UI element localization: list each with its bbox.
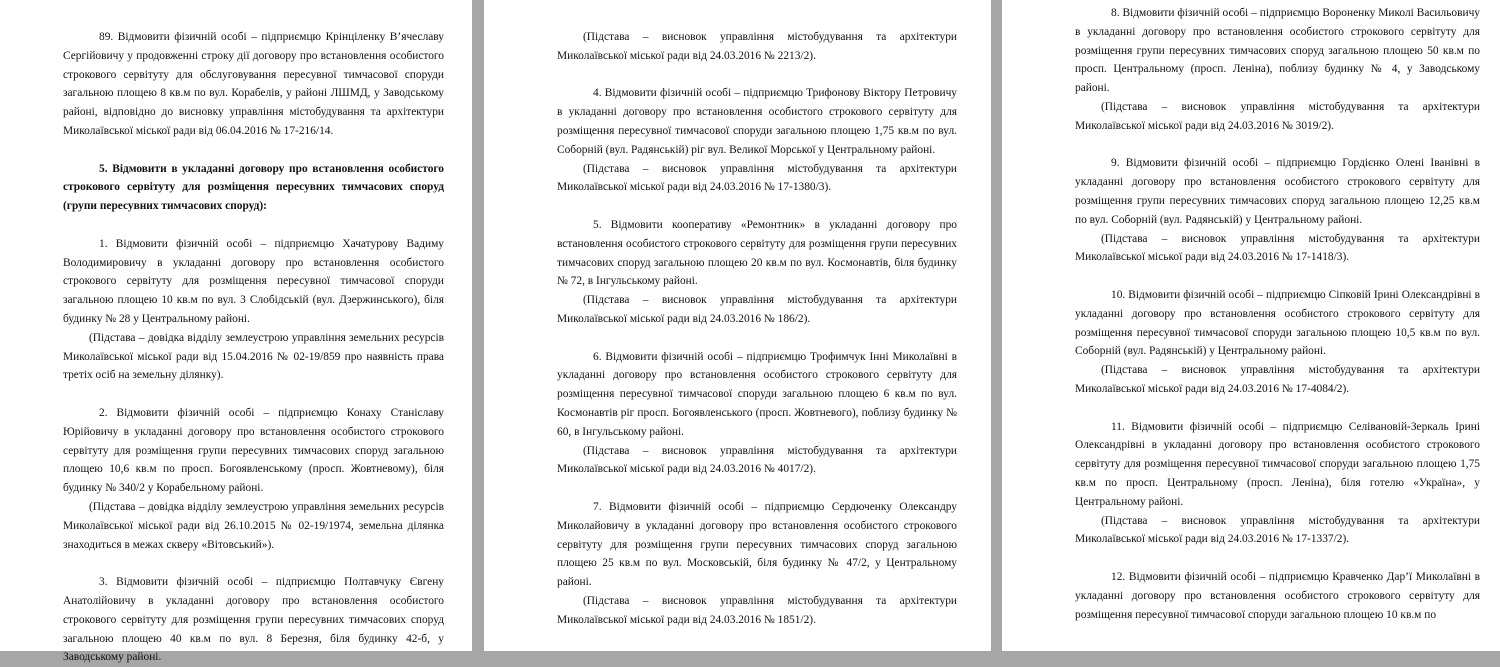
basis-note-item-8: (Підстава – висновок управління містобудування та архітектури Миколаївської міської ради від 24.03.2016 № 3019/2).	[1075, 100, 1480, 132]
paragraph-item-89: 89. Відмовити фізичній особі – підприємцю Крінціленку В’ячеславу Сергійовичу у продовженні строку дії договору про встановлення особистого строкового сервітуту для обслуговування пересувної тимчасової споруди загальною площею 8 кв.м по вул. Корабелів, у районі ЛШМД, у Заводському районі, відповідно до висновку управління містобудування та архітектури Миколаївської міської ради від 06.04.2016 № 17-216/14.	[63, 31, 444, 137]
paragraph-item-12: 12. Відмовити фізичній особі – підприємцю Кравченко Дар’ї Миколаївні в укладанні договору про встановлення особистого строкового сервітуту для розміщення пересувної тимчасової споруди загальною площею 10 кв.м по	[1075, 570, 1480, 621]
basis-note-item-1: (Підстава – довідка відділу землеустрою управління земельних ресурсів Миколаївської міської ради від 15.04.2016 № 02-19/859 про наявність права третіх осіб на земельну ділянку).	[63, 331, 444, 382]
basis-note-item-5: (Підстава – висновок управління містобудування та архітектури Миколаївської міської ради від 24.03.2016 № 186/2).	[557, 294, 957, 325]
document-page-2	[484, 0, 991, 651]
basis-note-item-3: (Підстава – висновок управління містобудування та архітектури Миколаївської міської ради від 24.03.2016 № 2213/2).	[557, 31, 957, 62]
paragraph-item-3: 3. Відмовити фізичній особі – підприємцю Полтавчуку Євгену Анатолійовичу в укладанні договору про встановлення особистого строкового сервітуту для розміщення групи пересувних тимчасових споруд загальною площею 40 кв.м по вул. 8 Березня, біля будинку 42-б, у Заводському районі.	[63, 576, 444, 664]
basis-note-item-7: (Підстава – висновок управління містобудування та архітектури Миколаївської міської ради від 24.03.2016 № 1851/2).	[557, 594, 957, 626]
basis-note-item-4: (Підстава – висновок управління містобудування та архітектури Миколаївської міської ради від 24.03.2016 № 17-1380/3).	[557, 162, 957, 194]
paragraph-item-10: 10. Відмовити фізичній особі – підприємцю Сіпковій Ірині Олександрівні в укладанні договору про встановлення особистого строкового сервітуту для розміщення пересувної тимчасової споруди загальною площею 10,5 кв.м по вул. Соборній (вул. Радянській) у Центральному районі.	[1075, 288, 1480, 358]
paragraph-item-8: 8. Відмовити фізичній особі – підприємцю Вороненку Миколі Васильовичу в укладанні договору про встановлення особистого строкового сервітуту для розміщення групи пересувних тимчасових споруд загальною площею 50 кв.м по просп. Центральному (просп. Леніна), поблизу будинку № 4, у Заводському районі.	[1075, 7, 1480, 95]
paragraph-item-5: 5. Відмовити кооперативу «Ремонтник» в укладанні договору про встановлення особистого строкового сервітуту для розміщення групи пересувних тимчасових споруд загальною площею 20 кв.м по вул. Космонавтів, біля будинку № 72, в Інгульському районі.	[557, 218, 957, 288]
basis-note-item-2: (Підстава – довідка відділу землеустрою управління земельних ресурсів Миколаївської міської ради від 26.10.2015 № 02-19/1974, земельна ділянка знаходиться в межах скверу «Вітовський»).	[63, 500, 444, 551]
basis-note-item-10: (Підстава – висновок управління містобудування та архітектури Миколаївської міської ради від 24.03.2016 № 17-4084/2).	[1075, 364, 1480, 395]
document-page-1	[0, 0, 472, 664]
document-page-3	[1002, 0, 1500, 651]
basis-note-item-11: (Підстава – висновок управління містобудування та архітектури Миколаївської міської ради від 24.03.2016 № 17-1337/2).	[1075, 514, 1480, 546]
basis-note-item-6: (Підстава – висновок управління містобудування та архітектури Миколаївської міської ради від 24.03.2016 № 4017/2).	[557, 444, 957, 476]
basis-note-item-9: (Підстава – висновок управління містобудування та архітектури Миколаївської міської ради від 24.03.2016 № 17-1418/3).	[1075, 232, 1480, 264]
paragraph-item-2: 2. Відмовити фізичній особі – підприємцю Конаху Станіславу Юрійовичу в укладанні договору про встановлення особистого строкового сервітуту для розміщення групи пересувних тимчасових споруд загальною площею 10,6 кв.м по просп. Богоявленському (просп. Жовтневому), біля будинку № 340/2 у Корабельному районі.	[63, 406, 444, 495]
paragraph-item-4: 4. Відмовити фізичній особі – підприємцю Трифонову Віктору Петровичу в укладанні договору про встановлення особистого строкового сервітуту для розміщення пересувної тимчасової споруди загальною площею 1,75 кв.м по вул. Соборній (вул. Радянській) ріг вул. Великої Морської у Центральному районі.	[557, 87, 957, 156]
paragraph-item-11: 11. Відмовити фізичній особі – підприємцю Селівановій-Зеркаль Ірині Олександрівні в укладанні договору про встановлення особистого строкового сервітуту для розміщення пересувної тимчасової споруди загальною площею 1,75 кв.м по просп. Центральному (просп. Леніна), біля готелю «Україна», у Центральному районі.	[1075, 420, 1480, 508]
paragraph-item-9: 9. Відмовити фізичній особі – підприємцю Гордієнко Олені Іванівні в укладанні договору про встановлення особистого строкового сервітуту для розміщення групи пересувних тимчасових споруд загальною площею 12,25 кв.м по вул. Соборній (вул. Радянській) у Центральному районі.	[1075, 157, 1480, 226]
paragraph-item-7: 7. Відмовити фізичній особі – підприємцю Сердюченку Олександру Миколайовичу в укладанні договору про встановлення особистого строкового сервітуту для розміщення групи пересувних тимчасових споруд загальною площею 25 кв.м по вул. Московській, біля будинку № 47/2, у Центральному районі.	[557, 500, 957, 589]
paragraph-item-1: 1. Відмовити фізичній особі – підприємцю Хачатурову Вадиму Володимировичу в укладанні договору про встановлення особистого строкового сервітуту для розміщення пересувної тимчасової споруди загальною площею 10 кв.м по вул. 3 Слобідській (вул. Дзержинського), біля будинку № 28 у Центральному районі.	[63, 237, 444, 325]
paragraph-item-6: 6. Відмовити фізичній особі – підприємцю Трофимчук Інні Миколаївні в укладанні договору про встановлення особистого строкового сервітуту для розміщення пересувної тимчасової споруди загальною площею 6 кв.м по вул. Космонавтів ріг просп. Богоявленського (просп. Жовтневого), поблизу будинку № 60, в Інгульському районі.	[557, 350, 957, 438]
section-5-heading: 5. Відмовити в укладанні договору про встановлення особистого строкового сервітуту для розміщення пересувних тимчасових споруд (групи пересувних тимчасових споруд):	[63, 162, 444, 213]
